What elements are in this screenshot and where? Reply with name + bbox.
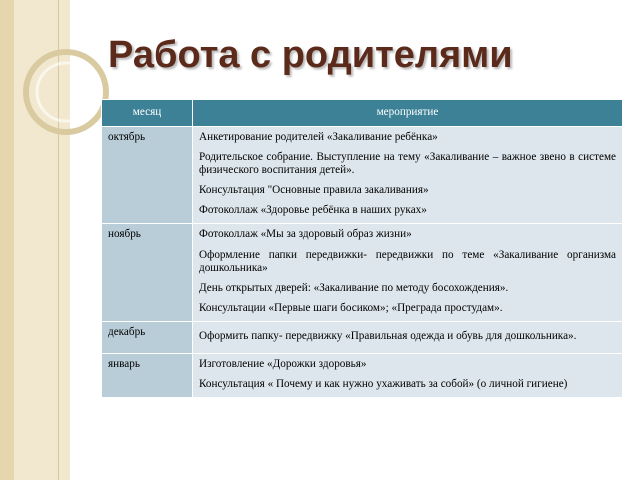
- event-column-header: мероприятие: [193, 100, 623, 127]
- event-item: Родительское собрание. Выступление на тему «Закаливание – важное звено в системе физического воспитания детей».: [199, 151, 616, 177]
- parent-work-schedule-table: [101, 99, 623, 398]
- event-item: Изготовление «Дорожки здоровья»: [199, 358, 367, 371]
- event-item: Оформление папки передвижки- передвижки по теме «Закаливание организма дошкольника»: [199, 248, 616, 274]
- table-row: [102, 224, 623, 321]
- table-row: [102, 127, 623, 224]
- month-column-header: месяц: [102, 100, 193, 127]
- page-title: Работа с родителями: [108, 34, 513, 76]
- event-item: Консультация "Основные правила закаливания»: [199, 184, 429, 197]
- month-cell: ноябрь: [102, 224, 193, 321]
- table-row: [102, 354, 623, 398]
- event-item: Анкетирование родителей «Закаливание ребёнка»: [199, 131, 438, 143]
- events-cell: [193, 354, 623, 398]
- table-row: [102, 321, 623, 353]
- events-cell: [193, 321, 623, 353]
- month-cell: январь: [102, 354, 193, 398]
- event-item: День открытых дверей: «Закаливание по методу босохождения».: [199, 281, 509, 294]
- events-cell: [193, 224, 623, 321]
- table-header-row: [102, 100, 623, 127]
- month-cell: декабрь: [102, 321, 193, 353]
- decorative-circle-inner: [37, 63, 95, 121]
- event-item: Оформить папку- передвижку «Правильная одежда и обувь для дошкольника».: [199, 329, 577, 342]
- event-item: Фотоколлаж «Мы за здоровый образ жизни»: [199, 228, 412, 241]
- event-item: Консультации «Первые шаги босиком»; «Преграда простудам».: [199, 301, 503, 314]
- events-cell: [193, 127, 623, 224]
- month-cell: октябрь: [102, 127, 193, 224]
- event-item: Фотоколлаж «Здоровье ребёнка в наших руках»: [199, 204, 427, 217]
- event-item: Консультация « Почему и как нужно ухаживать за собой» (о личной гигиене): [199, 378, 568, 391]
- decorative-circles: [0, 0, 110, 180]
